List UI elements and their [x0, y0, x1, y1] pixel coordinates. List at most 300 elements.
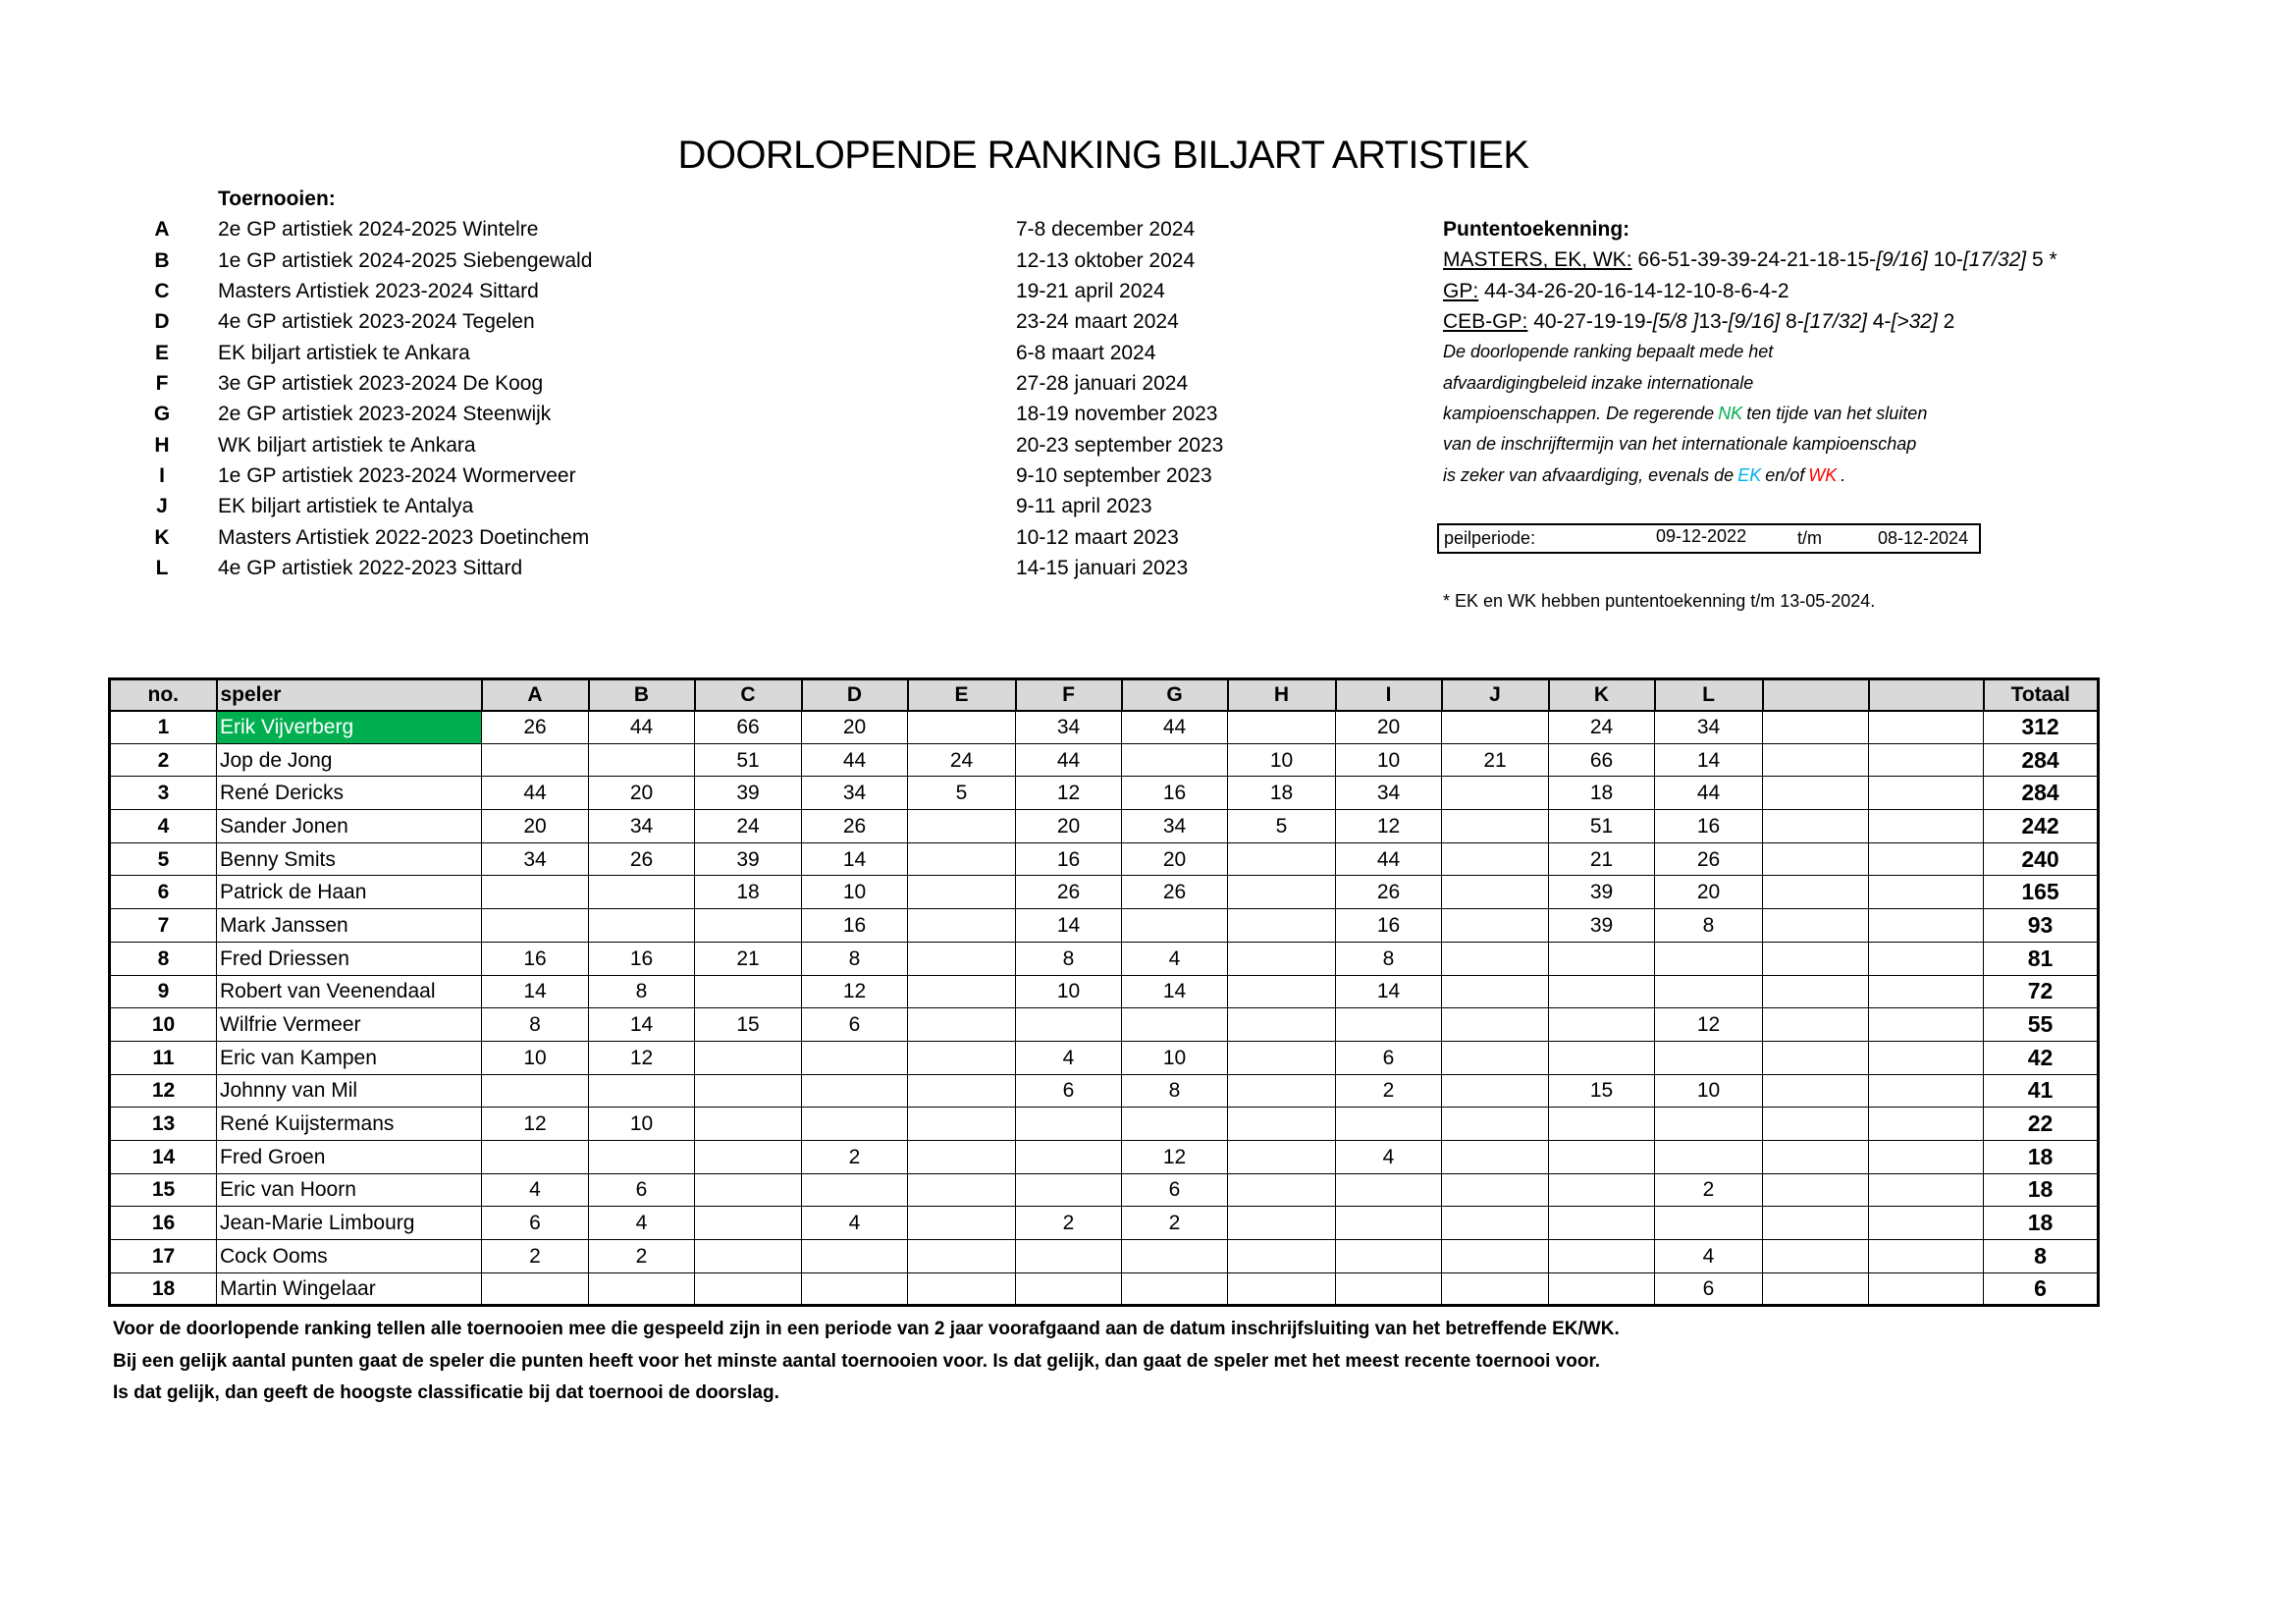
- policy-text-line: [1443, 337, 2248, 367]
- score-cell-D: 12: [802, 975, 908, 1008]
- tournament-letter: K: [154, 525, 170, 549]
- score-cell-I: 6: [1336, 1041, 1442, 1074]
- score-cell-D: 10: [802, 876, 908, 909]
- score-cell-G: [1122, 909, 1228, 943]
- policy-text-line: [1443, 368, 2248, 399]
- score-cell-C: 39: [695, 777, 802, 810]
- score-cell-H: [1228, 909, 1336, 943]
- score-cell-I: 12: [1336, 810, 1442, 843]
- score-cell-I: 14: [1336, 975, 1442, 1008]
- score-cell-K: [1549, 942, 1655, 975]
- tournament-name: 4e GP artistiek 2023-2024 Tegelen: [218, 310, 535, 334]
- policy-text-line: [1443, 429, 2248, 460]
- score-cell-C: [695, 909, 802, 943]
- score-cell-D: 34: [802, 777, 908, 810]
- column-header-E: E: [908, 679, 1016, 711]
- tournament-row: [0, 522, 1394, 553]
- score-cell-C: [695, 1140, 802, 1173]
- rule-text: .: [1841, 464, 1846, 485]
- rule-label: CEB-GP:: [1443, 310, 1528, 334]
- score-cell-K: 51: [1549, 810, 1655, 843]
- score-cell-G: 10: [1122, 1041, 1228, 1074]
- score-cell-C: [695, 1207, 802, 1240]
- rank-number: 6: [110, 876, 217, 909]
- score-cell-H: [1228, 1041, 1336, 1074]
- score-cell-B: 16: [589, 942, 695, 975]
- score-cell-J: [1442, 975, 1549, 1008]
- tournament-date: 10-12 maart 2023: [1016, 525, 1179, 549]
- score-cell-blank: [1763, 1240, 1869, 1273]
- score-cell-F: 26: [1016, 876, 1122, 909]
- rank-number: 14: [110, 1140, 217, 1173]
- score-cell-blank: [1869, 810, 1984, 843]
- score-cell-C: [695, 1074, 802, 1108]
- player-name: Johnny van Mil: [217, 1074, 482, 1108]
- player-name: Mark Janssen: [217, 909, 482, 943]
- rule-text: [17/32]: [1803, 310, 1867, 334]
- score-cell-blank: [1869, 711, 1984, 744]
- score-cell-I: [1336, 1008, 1442, 1042]
- total-points: 240: [1984, 842, 2099, 876]
- score-cell-B: 2: [589, 1240, 695, 1273]
- score-cell-blank: [1763, 1207, 1869, 1240]
- tournament-date: 12-13 oktober 2024: [1016, 248, 1196, 272]
- points-rule-line: [1443, 276, 2248, 306]
- player-name: Benny Smits: [217, 842, 482, 876]
- score-cell-blank: [1763, 1140, 1869, 1173]
- score-cell-blank: [1763, 1108, 1869, 1141]
- footer-rule-line: Voor de doorlopende ranking tellen alle toernooien mee die gespeeld zijn in een periode van 2 jaar voorafgaand aan de datum inschrijfsluiting van het betreffende EK/WK.: [113, 1319, 1620, 1339]
- rule-text: en/of: [1765, 464, 1805, 485]
- score-cell-blank: [1869, 1173, 1984, 1207]
- page-title: DOORLOPENDE RANKING BILJART ARTISTIEK: [677, 134, 1529, 177]
- score-cell-B: [589, 1074, 695, 1108]
- tournament-row: [0, 245, 1394, 276]
- score-cell-blank: [1763, 1173, 1869, 1207]
- tournament-date: 9-11 april 2023: [1016, 495, 1152, 518]
- score-cell-blank: [1869, 1272, 1984, 1306]
- tournament-date: 27-28 januari 2024: [1016, 372, 1189, 396]
- score-cell-I: 44: [1336, 842, 1442, 876]
- score-cell-blank: [1763, 711, 1869, 744]
- rule-text: 44-34-26-20-16-14-12-10-8-6-4-2: [1478, 279, 1789, 302]
- rule-text: 13-: [1698, 310, 1729, 334]
- score-cell-blank: [1763, 810, 1869, 843]
- total-points: 18: [1984, 1207, 2099, 1240]
- score-cell-K: [1549, 1272, 1655, 1306]
- total-points: 41: [1984, 1074, 2099, 1108]
- score-cell-G: 14: [1122, 975, 1228, 1008]
- score-cell-A: 34: [482, 842, 589, 876]
- score-cell-K: 24: [1549, 711, 1655, 744]
- score-cell-E: [908, 1074, 1016, 1108]
- score-cell-E: [908, 909, 1016, 943]
- score-cell-H: 10: [1228, 743, 1336, 777]
- score-cell-E: [908, 876, 1016, 909]
- column-header-F: F: [1016, 679, 1122, 711]
- score-cell-L: 34: [1655, 711, 1763, 744]
- column-header-total: Totaal: [1984, 679, 2099, 711]
- total-points: 42: [1984, 1041, 2099, 1074]
- tournament-row: [0, 430, 1394, 460]
- score-cell-K: 21: [1549, 842, 1655, 876]
- score-cell-B: 4: [589, 1207, 695, 1240]
- score-cell-L: [1655, 942, 1763, 975]
- score-cell-H: [1228, 711, 1336, 744]
- rule-text: [17/32]: [1962, 248, 2027, 272]
- score-cell-K: [1549, 1108, 1655, 1141]
- tournament-letter: C: [154, 280, 170, 303]
- rank-number: 12: [110, 1074, 217, 1108]
- score-cell-K: [1549, 1008, 1655, 1042]
- total-points: 18: [1984, 1173, 2099, 1207]
- rule-text: kampioenschappen. De regerende: [1443, 404, 1715, 424]
- rule-text: 5 *: [2026, 248, 2057, 272]
- column-header-C: C: [695, 679, 802, 711]
- player-name: Jop de Jong: [217, 743, 482, 777]
- score-cell-H: 5: [1228, 810, 1336, 843]
- score-cell-G: 16: [1122, 777, 1228, 810]
- tournament-letter: G: [153, 403, 171, 426]
- ranking-row: [110, 777, 2099, 810]
- score-cell-I: 8: [1336, 942, 1442, 975]
- score-cell-L: 44: [1655, 777, 1763, 810]
- score-cell-D: [802, 1240, 908, 1273]
- tournament-name: EK biljart artistiek te Ankara: [218, 341, 470, 364]
- score-cell-F: 8: [1016, 942, 1122, 975]
- tournament-row: [0, 491, 1394, 521]
- score-cell-K: [1549, 1240, 1655, 1273]
- score-cell-D: 8: [802, 942, 908, 975]
- column-header-G: G: [1122, 679, 1228, 711]
- score-cell-A: [482, 1140, 589, 1173]
- tournament-letter: E: [154, 341, 169, 364]
- score-cell-F: 2: [1016, 1207, 1122, 1240]
- score-cell-blank: [1869, 1041, 1984, 1074]
- score-cell-blank: [1869, 1240, 1984, 1273]
- score-cell-C: 21: [695, 942, 802, 975]
- tournament-name: 4e GP artistiek 2022-2023 Sittard: [218, 557, 523, 580]
- score-cell-H: [1228, 1008, 1336, 1042]
- score-cell-D: 2: [802, 1140, 908, 1173]
- score-cell-C: 24: [695, 810, 802, 843]
- score-cell-F: [1016, 1108, 1122, 1141]
- score-cell-J: [1442, 842, 1549, 876]
- score-cell-E: 24: [908, 743, 1016, 777]
- total-points: 284: [1984, 743, 2099, 777]
- score-cell-L: 12: [1655, 1008, 1763, 1042]
- tournament-date: 18-19 november 2023: [1016, 403, 1218, 426]
- score-cell-F: 16: [1016, 842, 1122, 876]
- score-cell-H: [1228, 876, 1336, 909]
- score-cell-F: 12: [1016, 777, 1122, 810]
- score-cell-C: 51: [695, 743, 802, 777]
- score-cell-I: 26: [1336, 876, 1442, 909]
- score-cell-blank: [1763, 743, 1869, 777]
- rank-number: 10: [110, 1008, 217, 1042]
- score-cell-B: 8: [589, 975, 695, 1008]
- rule-text: van de inschrijftermijn van het internationale kampioenschap: [1443, 434, 1917, 455]
- score-cell-blank: [1763, 1041, 1869, 1074]
- ranking-row: [110, 1272, 2099, 1306]
- score-cell-A: 20: [482, 810, 589, 843]
- score-cell-H: [1228, 1173, 1336, 1207]
- column-header-K: K: [1549, 679, 1655, 711]
- score-cell-blank: [1869, 1008, 1984, 1042]
- score-cell-K: 66: [1549, 743, 1655, 777]
- score-cell-E: [908, 1240, 1016, 1273]
- tournament-letter: F: [155, 372, 169, 396]
- column-header-A: A: [482, 679, 589, 711]
- score-cell-G: 6: [1122, 1173, 1228, 1207]
- ranking-row: [110, 975, 2099, 1008]
- score-cell-F: 6: [1016, 1074, 1122, 1108]
- score-cell-I: [1336, 1272, 1442, 1306]
- score-cell-B: [589, 909, 695, 943]
- score-cell-L: 16: [1655, 810, 1763, 843]
- column-header-L: L: [1655, 679, 1763, 711]
- points-rule-line: [1443, 244, 2248, 275]
- player-name: Sander Jonen: [217, 810, 482, 843]
- score-cell-A: [482, 1272, 589, 1306]
- score-cell-A: [482, 743, 589, 777]
- score-cell-L: [1655, 1207, 1763, 1240]
- score-cell-B: [589, 1272, 695, 1306]
- ranking-row: [110, 1140, 2099, 1173]
- rank-number: 8: [110, 942, 217, 975]
- tournament-letter: H: [154, 433, 170, 457]
- score-cell-F: 20: [1016, 810, 1122, 843]
- score-cell-A: 12: [482, 1108, 589, 1141]
- score-cell-G: [1122, 743, 1228, 777]
- score-cell-blank: [1763, 1272, 1869, 1306]
- score-cell-F: [1016, 1140, 1122, 1173]
- ranking-row: [110, 711, 2099, 744]
- score-cell-D: [802, 1272, 908, 1306]
- score-cell-G: 8: [1122, 1074, 1228, 1108]
- score-cell-G: 20: [1122, 842, 1228, 876]
- rule-text: [>32]: [1891, 310, 1938, 334]
- score-cell-C: [695, 1041, 802, 1074]
- score-cell-K: 39: [1549, 909, 1655, 943]
- score-cell-H: [1228, 842, 1336, 876]
- score-cell-blank: [1869, 1108, 1984, 1141]
- highlighted-term: WK: [1808, 464, 1838, 485]
- score-cell-B: 20: [589, 777, 695, 810]
- score-cell-J: [1442, 711, 1549, 744]
- points-heading: Puntentoekenning:: [1443, 218, 1630, 241]
- ranking-row: [110, 1008, 2099, 1042]
- player-name: Wilfrie Vermeer: [217, 1008, 482, 1042]
- player-name: Fred Driessen: [217, 942, 482, 975]
- score-cell-blank: [1869, 842, 1984, 876]
- score-cell-G: [1122, 1272, 1228, 1306]
- score-cell-A: 4: [482, 1173, 589, 1207]
- score-cell-C: 66: [695, 711, 802, 744]
- score-cell-D: 16: [802, 909, 908, 943]
- rank-number: 3: [110, 777, 217, 810]
- player-name: René Kuijstermans: [217, 1108, 482, 1141]
- reference-period-separator: t/m: [1797, 528, 1822, 548]
- score-cell-H: [1228, 1140, 1336, 1173]
- total-points: 165: [1984, 876, 2099, 909]
- score-cell-E: [908, 1140, 1016, 1173]
- score-cell-A: 44: [482, 777, 589, 810]
- player-name: Eric van Hoorn: [217, 1173, 482, 1207]
- score-cell-D: 44: [802, 743, 908, 777]
- policy-text-line: [1443, 460, 2248, 491]
- ranking-row: [110, 842, 2099, 876]
- score-cell-D: 26: [802, 810, 908, 843]
- rule-text: 8-: [1780, 310, 1804, 334]
- ranking-row: [110, 909, 2099, 943]
- total-points: 18: [1984, 1140, 2099, 1173]
- tournament-date: 14-15 januari 2023: [1016, 557, 1189, 580]
- rank-number: 15: [110, 1173, 217, 1207]
- score-cell-B: [589, 743, 695, 777]
- score-cell-A: [482, 876, 589, 909]
- rank-number: 18: [110, 1272, 217, 1306]
- score-cell-G: [1122, 1240, 1228, 1273]
- score-cell-blank: [1869, 743, 1984, 777]
- score-cell-H: [1228, 1272, 1336, 1306]
- score-cell-blank: [1869, 777, 1984, 810]
- points-allocation-block: [1443, 214, 2248, 491]
- score-cell-K: 18: [1549, 777, 1655, 810]
- tournament-row: [0, 214, 1394, 244]
- rank-number: 13: [110, 1108, 217, 1141]
- ranking-row: [110, 743, 2099, 777]
- score-cell-F: [1016, 1173, 1122, 1207]
- score-cell-A: 26: [482, 711, 589, 744]
- score-cell-F: 10: [1016, 975, 1122, 1008]
- score-cell-K: [1549, 975, 1655, 1008]
- column-header-rank: no.: [110, 679, 217, 711]
- score-cell-I: [1336, 1173, 1442, 1207]
- score-cell-I: 34: [1336, 777, 1442, 810]
- total-points: 284: [1984, 777, 2099, 810]
- tournament-row: [0, 306, 1394, 337]
- rank-number: 5: [110, 842, 217, 876]
- score-cell-L: 4: [1655, 1240, 1763, 1273]
- rank-number: 4: [110, 810, 217, 843]
- score-cell-I: 4: [1336, 1140, 1442, 1173]
- rule-text: [9/16]: [1728, 310, 1781, 334]
- score-cell-K: [1549, 1140, 1655, 1173]
- ranking-header-row: [110, 679, 2099, 711]
- tournament-date: 9-10 september 2023: [1016, 464, 1212, 488]
- score-cell-C: 39: [695, 842, 802, 876]
- score-cell-C: [695, 1272, 802, 1306]
- tournament-name: 2e GP artistiek 2024-2025 Wintelre: [218, 218, 539, 242]
- score-cell-D: [802, 1041, 908, 1074]
- score-cell-A: [482, 1074, 589, 1108]
- score-cell-blank: [1763, 1008, 1869, 1042]
- score-cell-G: [1122, 1108, 1228, 1141]
- tournament-row: [0, 553, 1394, 583]
- score-cell-J: [1442, 1240, 1549, 1273]
- score-cell-G: 44: [1122, 711, 1228, 744]
- score-cell-L: [1655, 1140, 1763, 1173]
- score-cell-E: [908, 975, 1016, 1008]
- score-cell-A: 14: [482, 975, 589, 1008]
- tournament-row: [0, 460, 1394, 491]
- score-cell-K: [1549, 1207, 1655, 1240]
- column-header-player: speler: [217, 679, 482, 711]
- score-cell-A: 16: [482, 942, 589, 975]
- total-points: 312: [1984, 711, 2099, 744]
- reference-period-start: 09-12-2022: [1656, 526, 1747, 546]
- score-cell-K: [1549, 1041, 1655, 1074]
- score-cell-I: 20: [1336, 711, 1442, 744]
- rank-number: 2: [110, 743, 217, 777]
- reference-period-end: 08-12-2024: [1878, 528, 1969, 548]
- score-cell-E: [908, 810, 1016, 843]
- rank-number: 1: [110, 711, 217, 744]
- ranking-table: [108, 677, 2100, 1307]
- tournament-name: 1e GP artistiek 2024-2025 Siebengewald: [218, 248, 593, 272]
- score-cell-C: 18: [695, 876, 802, 909]
- column-header-blank: [1869, 679, 1984, 711]
- score-cell-L: 2: [1655, 1173, 1763, 1207]
- score-cell-blank: [1763, 876, 1869, 909]
- score-cell-B: 26: [589, 842, 695, 876]
- score-cell-C: [695, 975, 802, 1008]
- score-cell-J: [1442, 810, 1549, 843]
- score-cell-F: [1016, 1240, 1122, 1273]
- rule-label: MASTERS, EK, WK:: [1443, 248, 1632, 272]
- score-cell-A: 6: [482, 1207, 589, 1240]
- score-cell-B: 6: [589, 1173, 695, 1207]
- score-cell-B: [589, 876, 695, 909]
- score-cell-L: 8: [1655, 909, 1763, 943]
- rule-text: ten tijde van het sluiten: [1746, 404, 1928, 424]
- score-cell-J: [1442, 1140, 1549, 1173]
- score-cell-G: 2: [1122, 1207, 1228, 1240]
- score-cell-A: 2: [482, 1240, 589, 1273]
- highlighted-term: NK: [1718, 404, 1743, 424]
- score-cell-A: [482, 909, 589, 943]
- ranking-body: [110, 711, 2099, 1306]
- ranking-row: [110, 1207, 2099, 1240]
- ranking-row: [110, 1173, 2099, 1207]
- total-points: 93: [1984, 909, 2099, 943]
- rule-label: GP:: [1443, 279, 1479, 302]
- rule-text: 40-27-19-19-: [1527, 310, 1653, 334]
- total-points: 6: [1984, 1272, 2099, 1306]
- ranking-row: [110, 942, 2099, 975]
- column-header-J: J: [1442, 679, 1549, 711]
- score-cell-J: [1442, 1272, 1549, 1306]
- score-cell-I: 16: [1336, 909, 1442, 943]
- footer-rule-line: Bij een gelijk aantal punten gaat de speler die punten heeft voor het minste aantal toernooien voor. Is dat gelijk, dan gaat de speler met het meest recente toernooi voor.: [113, 1350, 1601, 1372]
- player-name: Patrick de Haan: [217, 876, 482, 909]
- tournament-row: [0, 338, 1394, 368]
- score-cell-L: [1655, 1041, 1763, 1074]
- player-name: René Dericks: [217, 777, 482, 810]
- column-header-I: I: [1336, 679, 1442, 711]
- score-cell-B: 44: [589, 711, 695, 744]
- column-header-B: B: [589, 679, 695, 711]
- rule-text: 4-: [1866, 310, 1892, 334]
- points-note: * EK en WK hebben puntentoekenning t/m 13-05-2024.: [1443, 591, 1876, 611]
- score-cell-F: 44: [1016, 743, 1122, 777]
- ranking-row: [110, 810, 2099, 843]
- ranking-row: [110, 1041, 2099, 1074]
- rule-text: 66-51-39-39-24-21-18-15-: [1631, 248, 1877, 272]
- score-cell-E: [908, 942, 1016, 975]
- player-name: Fred Groen: [217, 1140, 482, 1173]
